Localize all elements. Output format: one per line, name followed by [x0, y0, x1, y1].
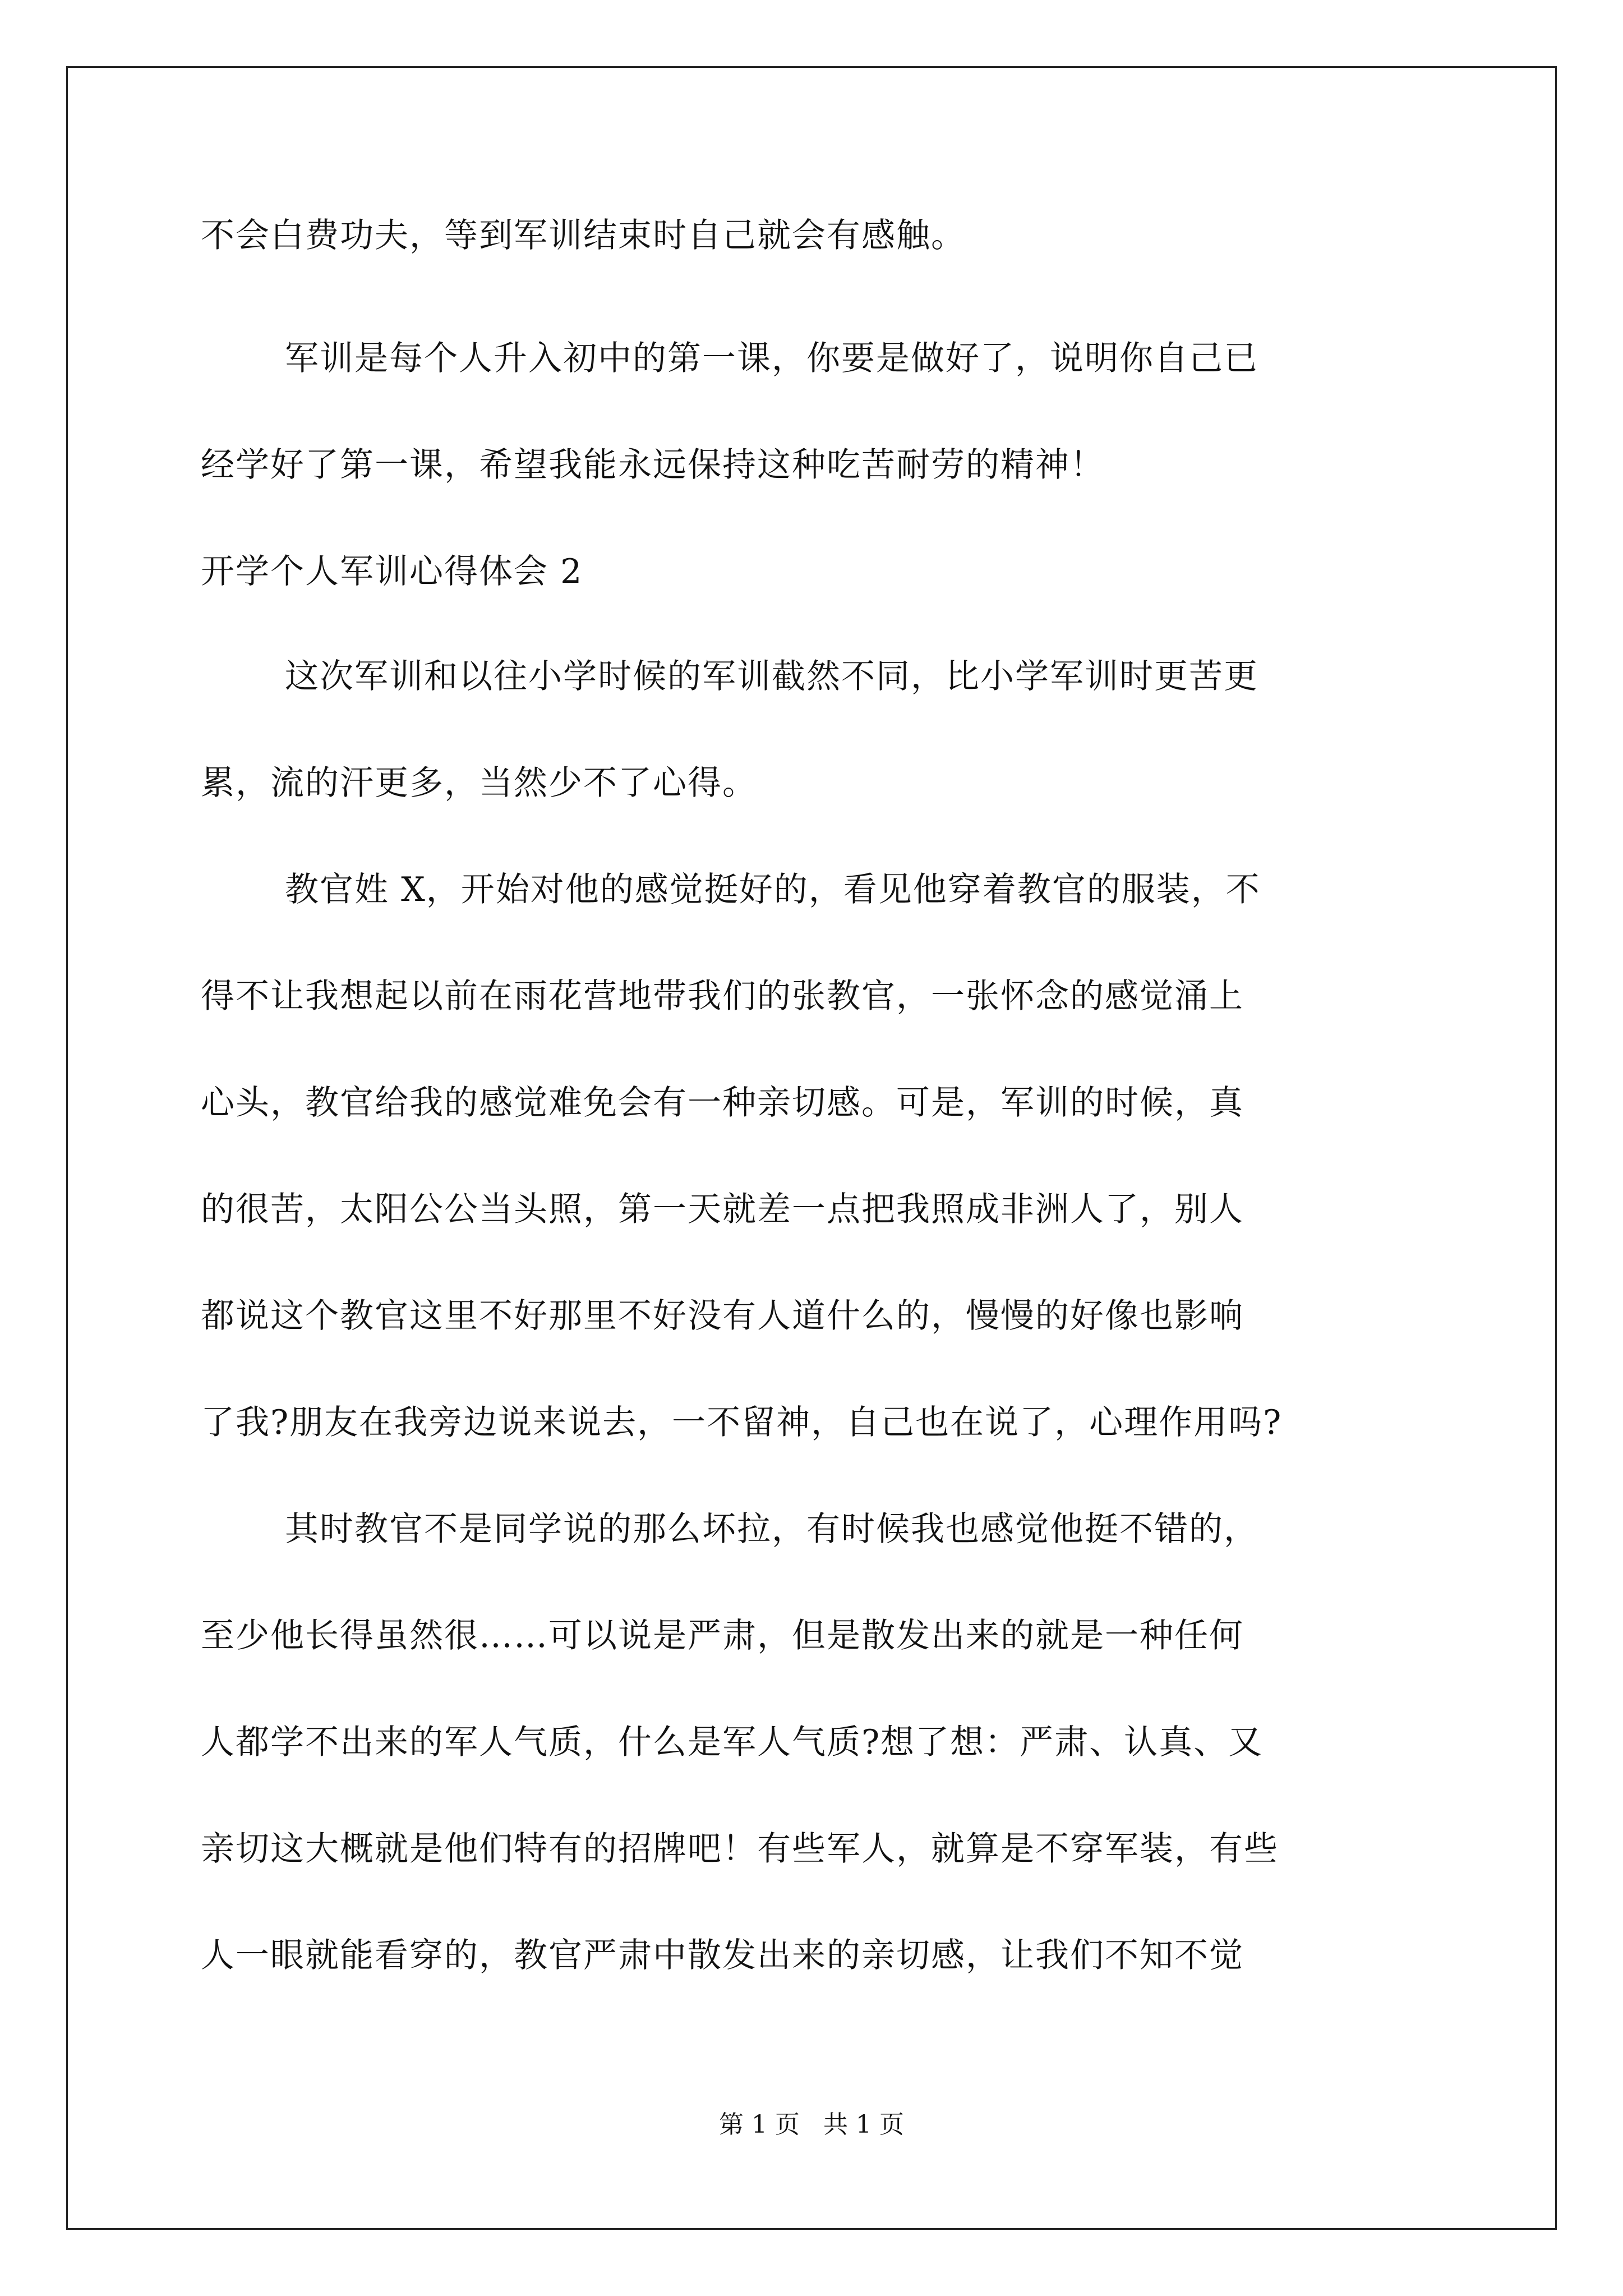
body-line: 这次军训和以往小学时候的军训截然不同，比小学军训时更苦更	[285, 657, 1258, 696]
body-line: 经学好了第一课，希望我能永远保持这种吃苦耐劳的精神！	[201, 445, 1105, 485]
body-line: 心头，教官给我的感觉难免会有一种亲切感。可是，军训的时候，真	[201, 1083, 1244, 1122]
body-line: 得不让我想起以前在雨花营地带我们的张教官，一张怀念的感觉涌上	[201, 977, 1244, 1016]
body-line: 的很苦，太阳公公当头照，第一天就差一点把我照成非洲人了，别人	[201, 1190, 1244, 1229]
page-footer: 第 1 页 共 1 页	[719, 2110, 904, 2139]
page-frame	[66, 66, 1557, 2230]
body-line: 累，流的汗更多，当然少不了心得。	[201, 763, 757, 803]
body-line: 教官姓 X，开始对他的感觉挺好的，看见他穿着教官的服装，不	[285, 870, 1261, 909]
body-line: 人一眼就能看穿的，教官严肃中散发出来的亲切感，让我们不知不觉	[201, 1936, 1244, 1975]
body-line: 至少他长得虽然很……可以说是严肃，但是散发出来的就是一种任何	[201, 1616, 1244, 1655]
body-line: 其时教官不是同学说的那么坏拉，有时候我也感觉他挺不错的，	[285, 1510, 1258, 1549]
section-heading: 开学个人军训心得体会 2	[201, 552, 583, 591]
body-line: 军训是每个人升入初中的第一课，你要是做好了，说明你自己已	[285, 339, 1258, 378]
body-line: 亲切这大概就是他们特有的招牌吧！有些军人，就算是不穿军装，有些	[201, 1829, 1279, 1869]
body-line: 都说这个教官这里不好那里不好没有人道什么的，慢慢的好像也影响	[201, 1296, 1244, 1336]
body-line: 了我?朋友在我旁边说来说去，一不留神，自己也在说了，心理作用吗?	[201, 1403, 1283, 1442]
body-line: 不会白费功夫，等到军训结束时自己就会有感触。	[201, 216, 966, 255]
body-line: 人都学不出来的军人气质，什么是军人气质?想了想：严肃、认真、又	[201, 1723, 1264, 1762]
